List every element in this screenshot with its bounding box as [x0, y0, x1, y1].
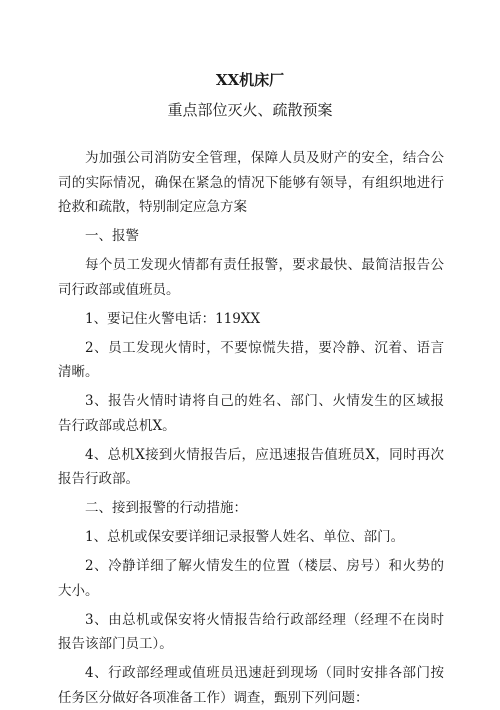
section-heading-response: 二、接到报警的行动措施：: [85, 500, 247, 516]
list-item: 1、要记住火警电话：119XX: [85, 310, 261, 327]
company-name: XX机床厂: [215, 71, 285, 89]
intro-paragraph: 为加强公司消防安全管理，保障人员及财产的安全，结合公司的实际情况，确保在紧急的情况下能够有领导，有组织地进行抢救和疏散，特别制定应急方案: [58, 150, 444, 215]
section-heading-alarm: 一、报警: [85, 228, 139, 244]
paragraph: 每个员工发现火情都有责任报警，要求最快、最简洁报告公司行政部或值班员。: [58, 257, 444, 298]
list-item: 4、行政部经理或值班员迅速赶到现场（同时安排各部门按任务区分做好各项准备工作）调查，甄别下列问题：: [58, 665, 444, 706]
list-item: 2、员工发现火情时，不要惊慌失措，要冷静、沉着、语言清晰。: [58, 339, 444, 380]
list-item: 3、报告火情时请将自己的姓名、部门、火情发生的区域报告行政部或总机X。: [58, 393, 444, 434]
list-item: 2、冷静详细了解火情发生的位置（楼层、房号）和火势的大小。: [58, 558, 444, 599]
document-body: [58, 146, 444, 710]
list-item: 3、由总机或保安将火情报告给行政部经理（经理不在岗时报告该部门员工）。: [58, 611, 444, 652]
document-title: 重点部位灭火、疏散预案: [167, 101, 333, 119]
list-item: 1、总机或保安要详细记录报警人姓名、单位、部门。: [85, 529, 405, 545]
list-item: 4、总机X接到火情报告后，应迅速报告值班员X，同时再次报告行政部。: [58, 446, 444, 487]
